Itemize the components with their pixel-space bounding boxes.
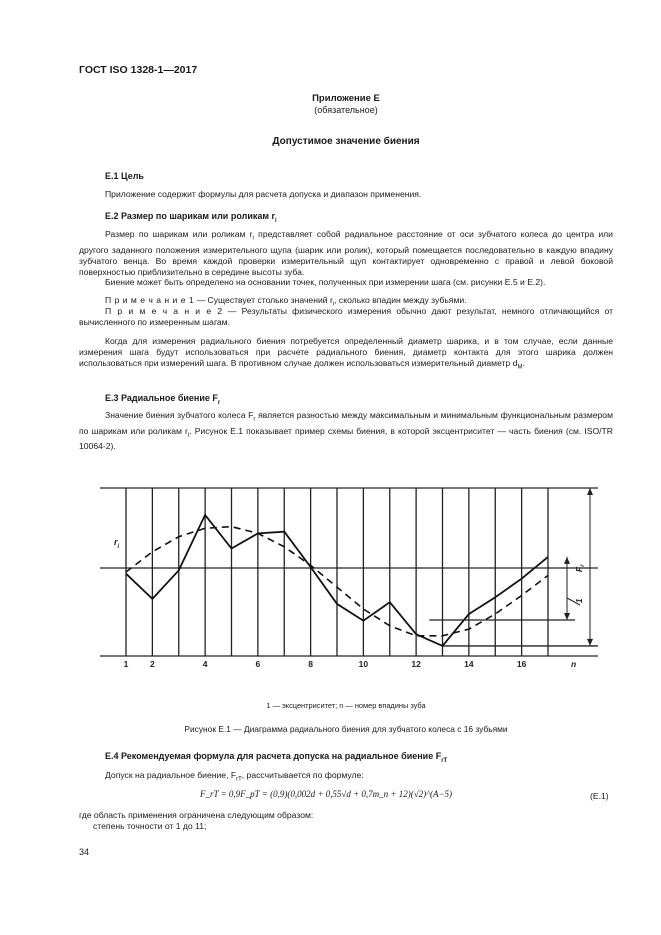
- e2-heading: Е.2 Размер по шарикам или роликам $r_i$: [105, 211, 277, 224]
- x-axis-label: n: [571, 659, 577, 669]
- e3-heading: Е.3 Радиальное биение $F_r$: [105, 393, 221, 406]
- e4-paragraph-2: где область применения ограничена следующим образом:: [79, 810, 314, 820]
- e2-paragraph-3: Когда для измерения радиального биения потребуется определенный диаметр шарика, и в том случае, если данные измерения шага будут использоваться при расчете радиального биения, диаметр контакта для этого шарика должен использоваться при измерений шага. В противном случае должен использоваться измерительный диаметр $d_M$.: [79, 336, 613, 371]
- x-tick-label: 14: [464, 659, 474, 669]
- figure-caption: Рисунок Е.1 — Диаграмма радиального биения для зубчатого колеса с 16 зубьями: [184, 724, 508, 734]
- e2-paragraph-2: Биение может быть определено на основании точек, полученных при измерении шага (см. рисунки Е.5 и Е.2).: [105, 277, 546, 287]
- fr-arrow-bottom: [587, 639, 593, 646]
- e2-paragraph-1: Размер по шарикам или роликам $r_i$ представляет собой радиальное расстояние от оси зубчатого колеса до центра или другого заданного положения измерительного щупа (шарик или ролик), который помещается последовательно в каждую впадину зубчатого венца. Во время каждой проверки измерительный щуп контактирует одновременно с правой и левой боковой поверхностью приблизительно в середине высоты зуба.: [79, 229, 613, 277]
- formula-e1: F_rT = 0,9F_pT = (0,9)(0,002d + 0,55√d + 0,7m_n + 12)(√2)^(A−5): [200, 789, 453, 799]
- ecc-arrow-bottom: [564, 613, 570, 620]
- x-tick-label: 1: [123, 659, 129, 669]
- e2-note-1: П р и м е ч а н и е 1 — Существует столько значений $r_i$, сколько впадин между зубьями.: [105, 295, 467, 308]
- formula-number: (Е.1): [590, 791, 609, 801]
- x-tick-label: 6: [255, 659, 261, 669]
- fr-label: $F_r$: [574, 564, 586, 572]
- e4-paragraph-1: Допуск на радиальное биение, $F_{rT}$, рассчитывается по формуле:: [105, 770, 364, 783]
- section-title: Допустимое значение биения: [272, 136, 420, 147]
- chart-ticks: [124, 659, 577, 669]
- ecc-label: 1: [575, 598, 584, 603]
- x-tick-label: 2: [150, 659, 155, 669]
- e1-heading: Е.1 Цель: [105, 171, 144, 181]
- fr-arrow-top: [587, 488, 593, 495]
- e4-paragraph-3: степень точности от 1 до 11;: [93, 821, 207, 831]
- figure-legend: 1 — эксцентриситет; n — номер впадины зуба: [266, 701, 426, 710]
- x-tick-label: 16: [516, 659, 527, 669]
- chart-grid: [100, 488, 598, 656]
- e4-heading: Е.4 Рекомендуемая формула для расчета допуска на радиальное биение $F_{rT}$: [105, 751, 448, 764]
- page-number: 34: [79, 847, 90, 857]
- appendix-title: Приложение Е: [312, 93, 380, 104]
- e1-text: Приложение содержит формулы для расчета допуска и диапазон применения.: [105, 189, 422, 199]
- y-axis-label: $r_i$: [114, 537, 120, 550]
- y-axis-label-sub: i: [117, 544, 120, 550]
- x-tick-label: 4: [202, 659, 208, 669]
- ecc-arrow-top: [564, 557, 570, 564]
- e2-note-2: П р и м е ч а н и е 2 — Результаты физического измерения обычно дают результат, немного отличающийся от вычисленного по измеренным шагам.: [79, 306, 613, 327]
- x-tick-label: 12: [411, 659, 421, 669]
- x-tick-label: 10: [358, 659, 369, 669]
- appendix-status: (обязательное): [314, 105, 378, 115]
- x-tick-label: 8: [308, 659, 313, 669]
- fr-label-sub: r: [580, 564, 586, 567]
- e3-paragraph: Значение биения зубчатого колеса $F_r$ является разностью между максимальным и минимальным функциональным размером по шарикам или роликам $r_i$. Рисунок Е.1 показывает пример схемы биения, в которой эксцентриситет — часть биения (см. ISO/TR 10064-2).: [79, 410, 613, 452]
- standard-header: ГОСТ ISO 1328-1—2017: [79, 64, 198, 76]
